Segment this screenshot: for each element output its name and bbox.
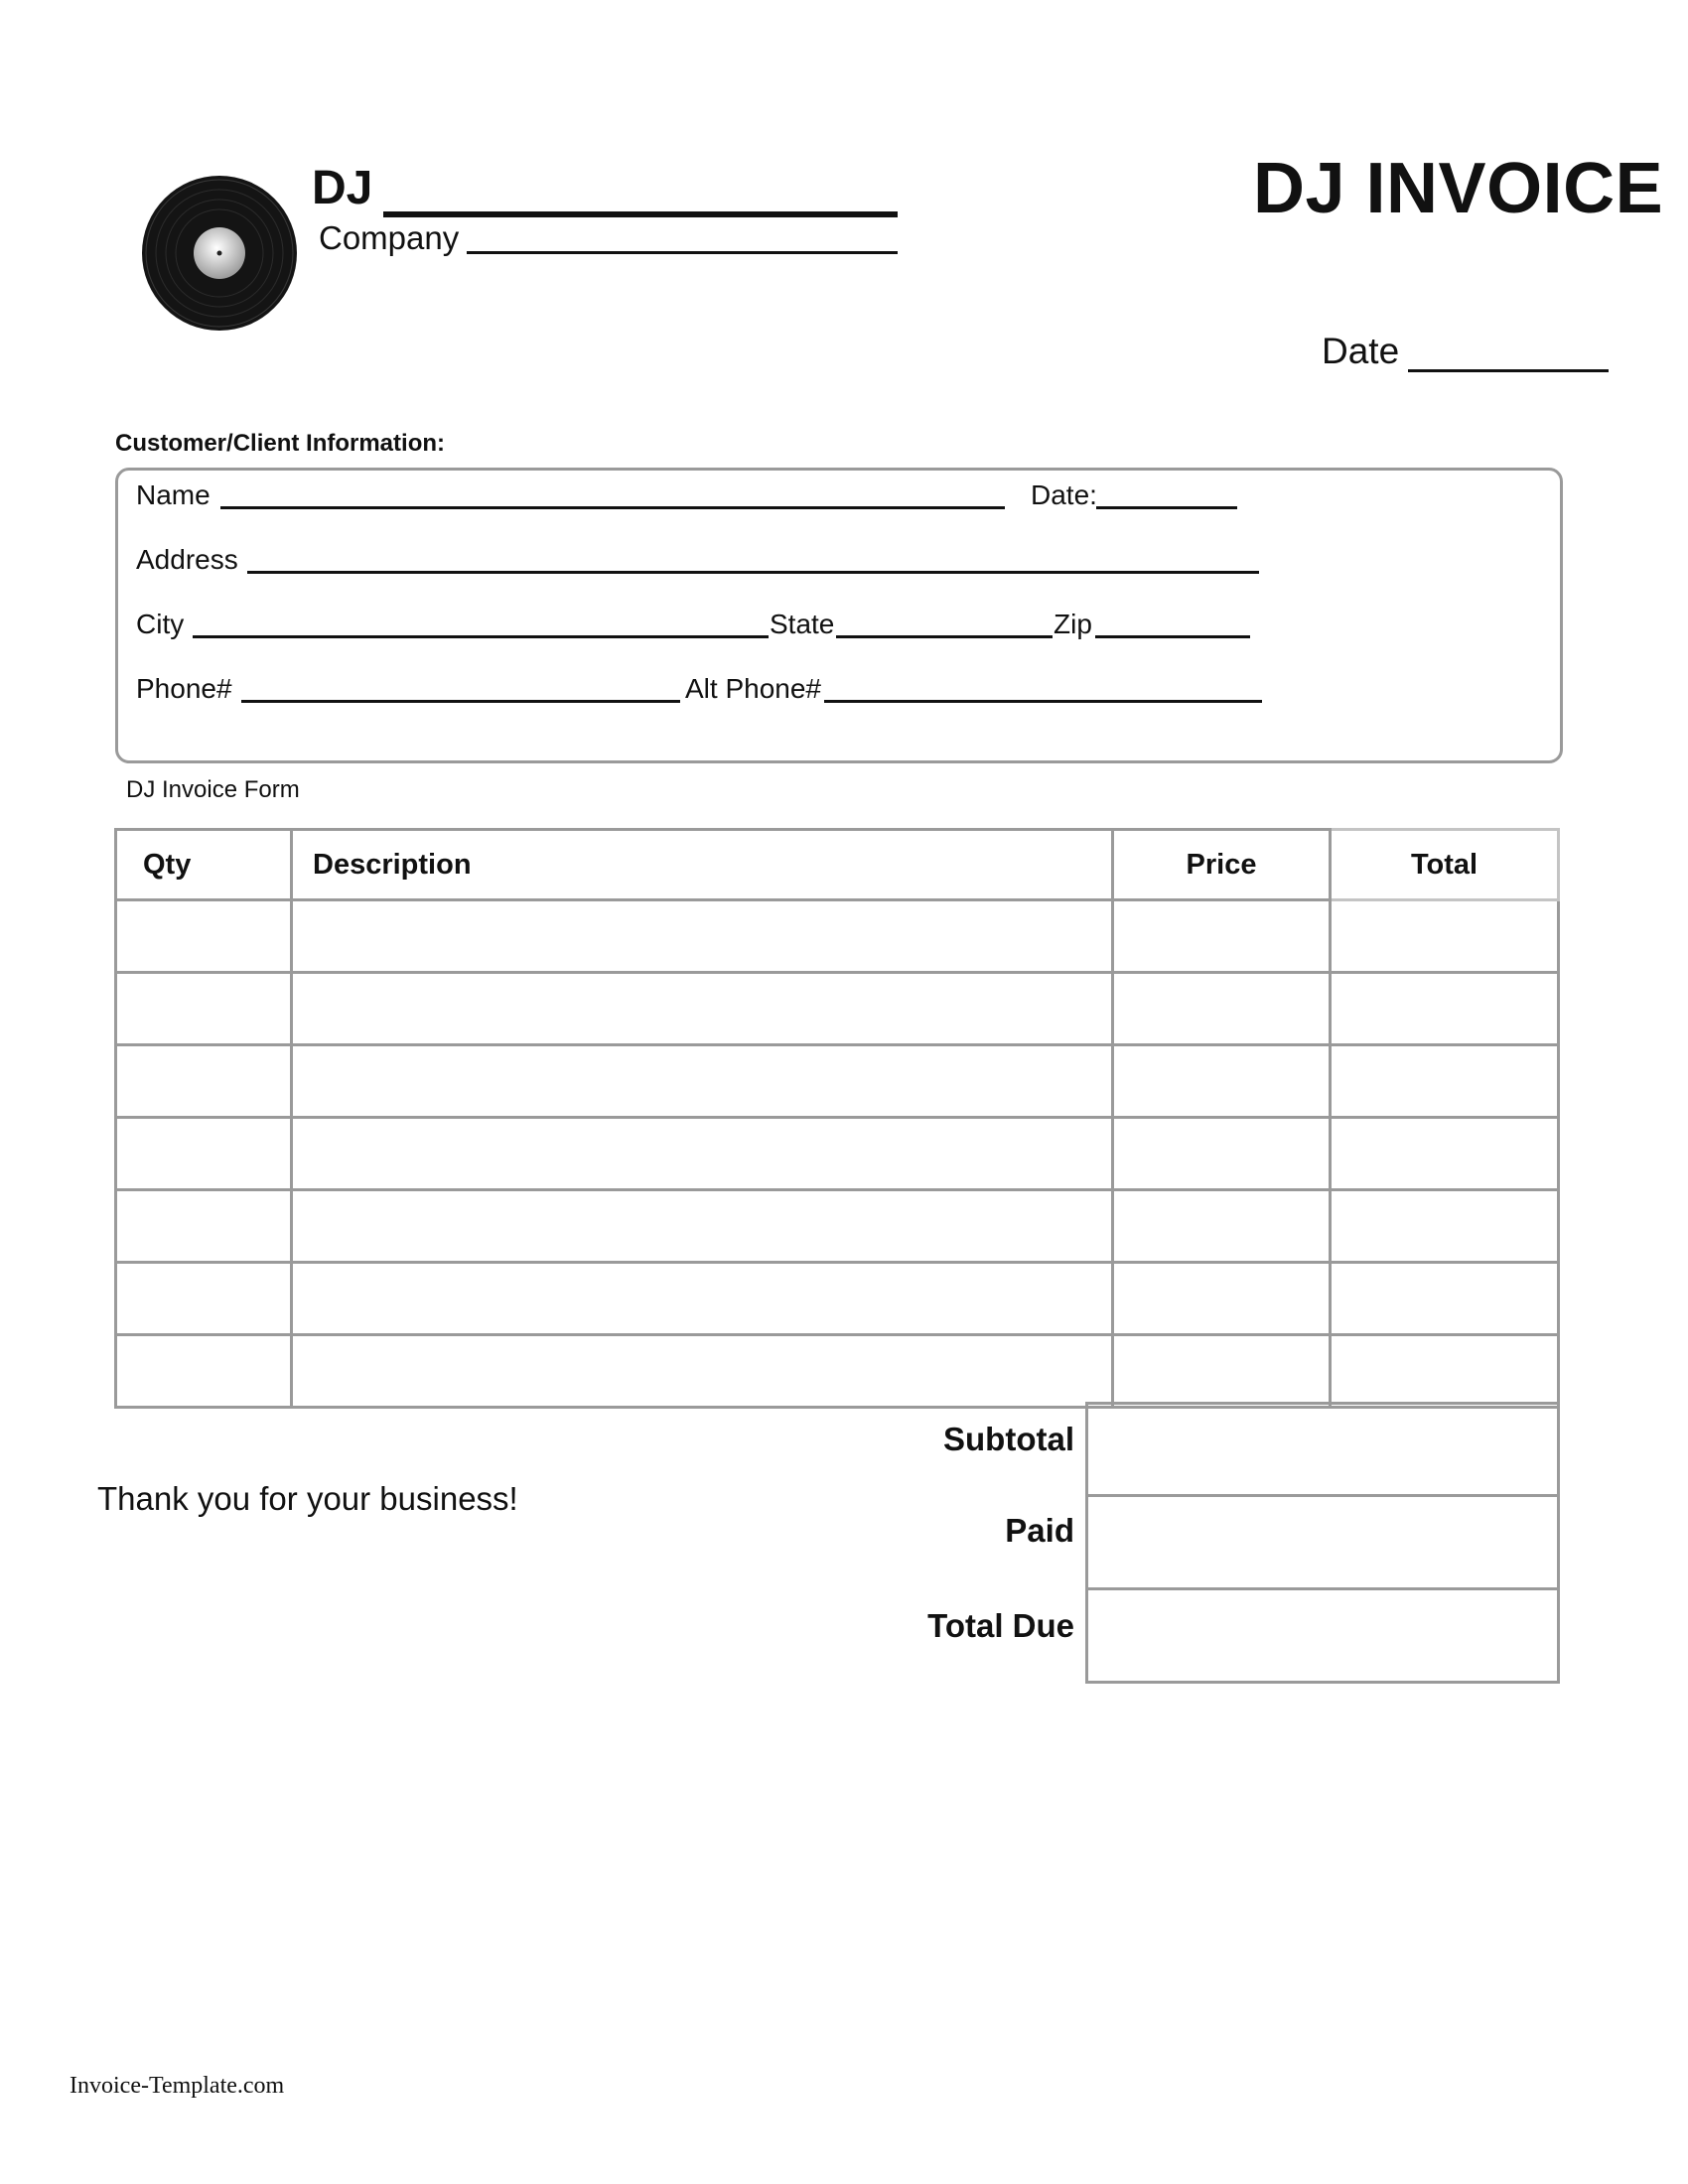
city-label: City [136,609,185,639]
dj-name-line[interactable] [383,211,898,217]
description-cell[interactable] [292,1263,1113,1335]
items-table [114,828,1560,1409]
subtotal-field[interactable] [1085,1402,1560,1497]
subtotal-label: Subtotal [943,1421,1074,1457]
alt-phone-field[interactable] [824,700,1262,703]
description-cell[interactable] [292,1118,1113,1190]
qty-cell[interactable] [116,1045,292,1118]
address-field[interactable] [247,571,1259,574]
description-cell[interactable] [292,1335,1113,1408]
paid-label: Paid [1005,1512,1074,1549]
total-cell[interactable] [1331,1190,1559,1263]
qty-cell[interactable] [116,1118,292,1190]
price-cell[interactable] [1113,1118,1331,1190]
price-cell[interactable] [1113,900,1331,973]
table-row [116,1190,1559,1263]
header-date-label: Date [1322,331,1400,371]
client-date-field[interactable] [1096,506,1237,509]
total-due-field[interactable] [1085,1587,1560,1684]
total-header: Total [1331,830,1559,900]
price-cell[interactable] [1113,1335,1331,1408]
thank-you-message: Thank you for your business! [97,1480,518,1517]
qty-cell[interactable] [116,1335,292,1408]
state-label: State [770,609,835,639]
table-row [116,1045,1559,1118]
total-cell[interactable] [1331,1335,1559,1408]
price-header: Price [1113,830,1331,900]
zip-label: Zip [1054,609,1092,639]
company-line[interactable] [467,251,898,254]
qty-header: Qty [116,830,292,900]
client-section-label: Customer/Client Information: [115,430,446,457]
footer-site-name: Invoice-Template.com [70,2073,285,2099]
price-cell[interactable] [1113,1263,1331,1335]
invoice-title: DJ INVOICE [1253,149,1664,228]
total-cell[interactable] [1331,1045,1559,1118]
city-field[interactable] [193,635,769,638]
price-cell[interactable] [1113,1045,1331,1118]
qty-cell[interactable] [116,1190,292,1263]
table-row [116,973,1559,1045]
alt-phone-label: Alt Phone# [685,673,821,704]
table-header-row [116,830,1559,900]
client-info-box [115,468,1563,763]
paid-field[interactable] [1085,1494,1560,1590]
description-cell[interactable] [292,900,1113,973]
price-cell[interactable] [1113,1190,1331,1263]
state-field[interactable] [836,635,1053,638]
qty-cell[interactable] [116,900,292,973]
description-cell[interactable] [292,973,1113,1045]
address-label: Address [136,544,238,575]
table-row [116,1335,1559,1408]
header-date-line[interactable] [1408,369,1609,372]
description-header: Description [292,830,1113,900]
total-due-label: Total Due [927,1607,1074,1644]
company-label: Company [319,219,460,256]
client-date-label: Date: [1031,479,1097,510]
description-cell[interactable] [292,1045,1113,1118]
phone-label: Phone# [136,673,232,704]
name-field[interactable] [220,506,1005,509]
description-cell[interactable] [292,1190,1113,1263]
qty-cell[interactable] [116,1263,292,1335]
total-cell[interactable] [1331,973,1559,1045]
form-caption: DJ Invoice Form [126,776,300,803]
price-cell[interactable] [1113,973,1331,1045]
table-row [116,1263,1559,1335]
vinyl-record-icon [140,174,299,333]
phone-field[interactable] [241,700,680,703]
total-cell[interactable] [1331,900,1559,973]
dj-name-label: DJ [312,162,373,214]
total-cell[interactable] [1331,1118,1559,1190]
name-label: Name [136,479,211,510]
total-cell[interactable] [1331,1263,1559,1335]
zip-field[interactable] [1095,635,1250,638]
qty-cell[interactable] [116,973,292,1045]
table-row [116,900,1559,973]
table-row [116,1118,1559,1190]
